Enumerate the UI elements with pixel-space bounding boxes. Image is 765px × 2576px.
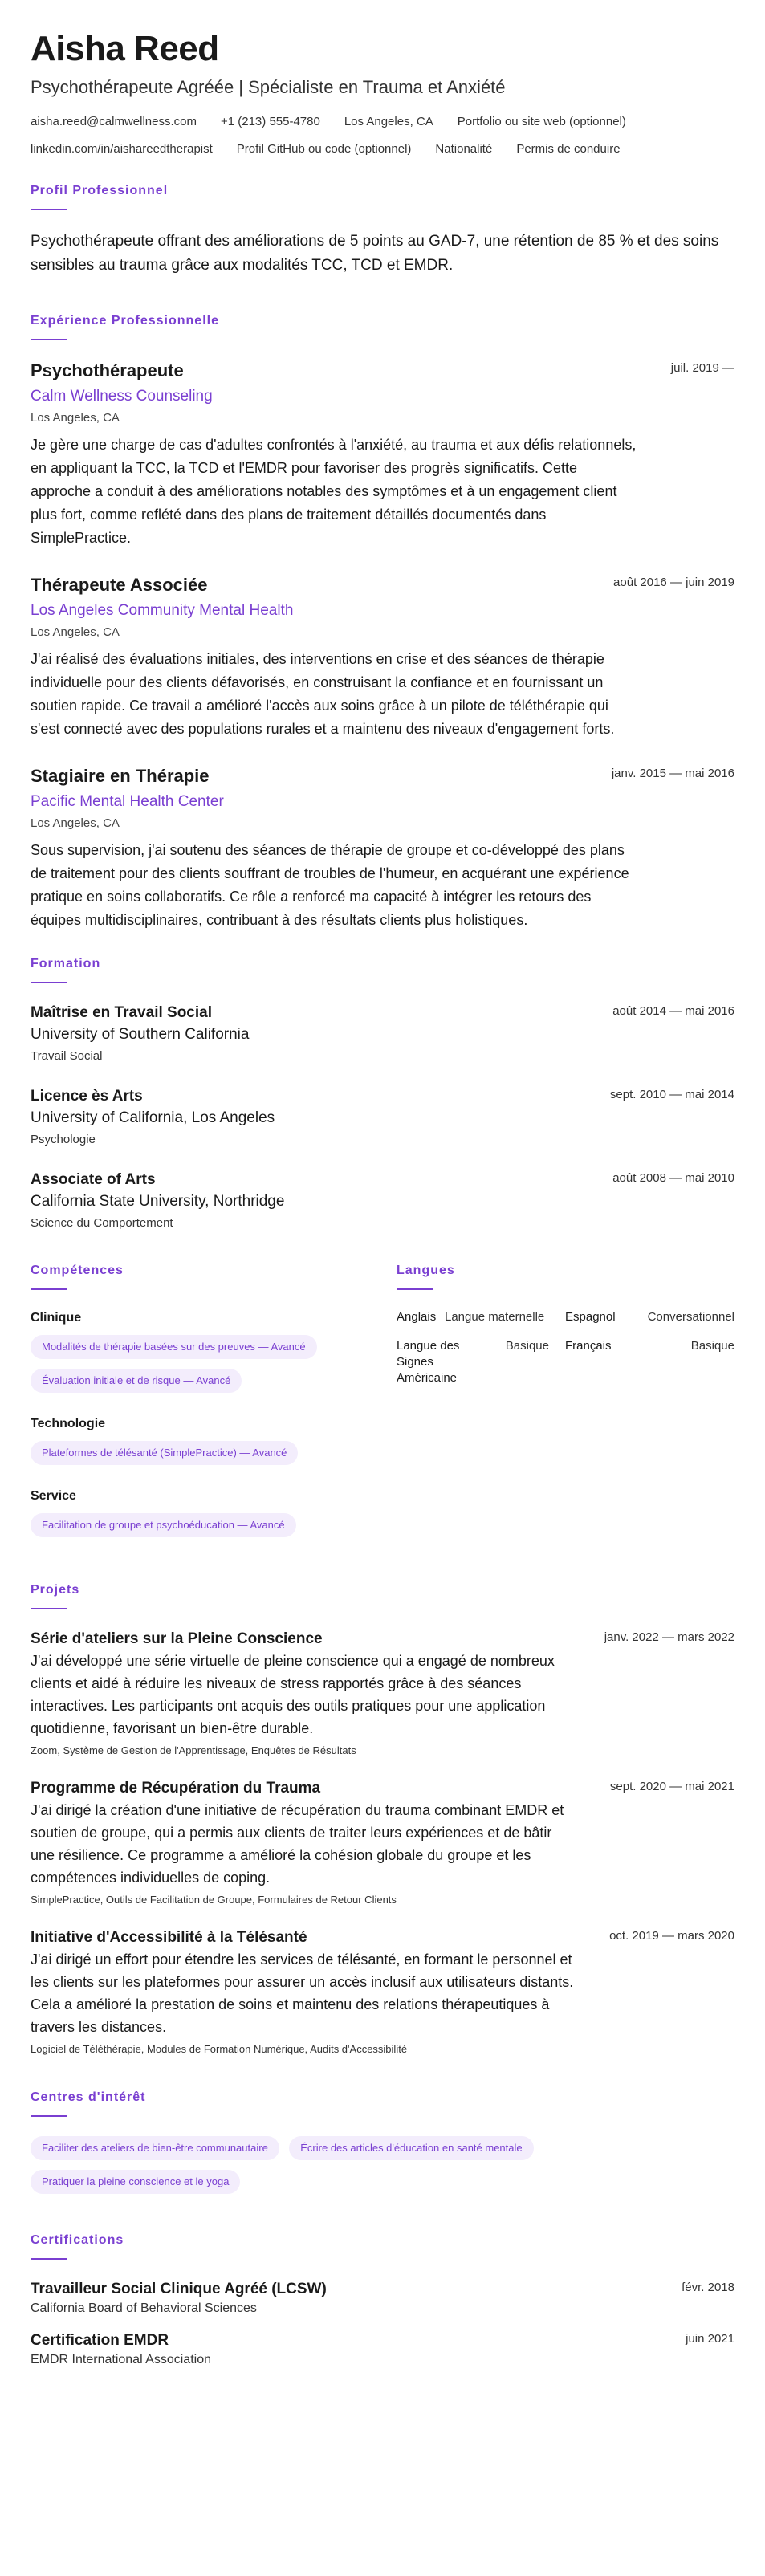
project-name: Initiative d'Accessibilité à la Télésanté bbox=[31, 1929, 307, 1946]
section-rule bbox=[397, 1288, 433, 1290]
education-entry bbox=[31, 1003, 734, 1065]
project-entry bbox=[31, 1927, 734, 2057]
interest-chip: Pratiquer la pleine conscience et le yoga bbox=[31, 2170, 240, 2194]
interest-chip: Faciliter des ateliers de bien-être communautaire bbox=[31, 2136, 279, 2160]
language-level: Basique bbox=[690, 1339, 734, 1353]
project-date: janv. 2022 — mars 2022 bbox=[604, 1630, 734, 1644]
experience-entry bbox=[31, 765, 734, 932]
certification-date: juin 2021 bbox=[686, 2332, 734, 2346]
contact-phone[interactable]: +1 (213) 555-4780 bbox=[220, 115, 320, 128]
interest-chip: Écrire des articles d'éducation en santé mentale bbox=[289, 2136, 533, 2160]
project-tools: Logiciel de Téléthérapie, Modules de Formation Numérique, Audits d'Accessibilité bbox=[31, 2043, 408, 2055]
language-name: Langue des Signes Américaine bbox=[397, 1339, 460, 1385]
language-name: Français bbox=[565, 1339, 612, 1353]
project-name: Série d'ateliers sur la Pleine Conscience bbox=[31, 1630, 323, 1647]
degree: Associate of Arts bbox=[31, 1171, 156, 1188]
employer: Pacific Mental Health Center bbox=[31, 793, 224, 810]
section-title-experience: Expérience Professionnelle bbox=[31, 314, 219, 328]
section-rule bbox=[31, 2258, 67, 2260]
languages-grid bbox=[397, 1309, 734, 1386]
section-title-education: Formation bbox=[31, 957, 101, 971]
employer: Calm Wellness Counseling bbox=[31, 388, 213, 405]
job-date: juil. 2019 — bbox=[670, 361, 734, 375]
section-rule bbox=[31, 2115, 67, 2117]
language-level: Langue maternelle bbox=[445, 1310, 545, 1324]
contact-row-1 bbox=[31, 114, 734, 130]
language-name: Anglais bbox=[397, 1310, 437, 1324]
certification-issuer: California Board of Behavioral Sciences bbox=[31, 2301, 257, 2315]
interest-chips bbox=[31, 2136, 734, 2204]
language-level: Basique bbox=[505, 1339, 549, 1353]
contact-email[interactable]: aisha.reed@calmwellness.com bbox=[31, 115, 197, 128]
section-title-languages: Langues bbox=[397, 1264, 455, 1277]
education-date: sept. 2010 — mai 2014 bbox=[609, 1088, 734, 1101]
profile-section bbox=[31, 183, 734, 278]
contact-linkedin[interactable]: linkedin.com/in/aishareedtherapist bbox=[31, 142, 213, 156]
certification-entry bbox=[31, 2330, 734, 2369]
project-description: J'ai développé une série virtuelle de pleine conscience qui a engagé de nombreux clients et aidé à réduire les niveaux de stress rapportés grâce à des séances interactives. Les participants ont acquis des outils pratiques pour une application quotidienne, favorisant un bien-être durable. bbox=[31, 1653, 555, 1736]
skills-languages-section bbox=[31, 1263, 734, 1560]
section-rule bbox=[31, 1288, 67, 1290]
language-level: Conversationnel bbox=[647, 1310, 734, 1324]
degree: Maîtrise en Travail Social bbox=[31, 1004, 212, 1021]
contact-license: Permis de conduire bbox=[516, 142, 621, 156]
section-rule bbox=[31, 1608, 67, 1609]
languages-column bbox=[397, 1263, 734, 1560]
contact-location: Los Angeles, CA bbox=[344, 115, 433, 128]
job-description: J'ai réalisé des évaluations initiales, des interventions en crise et des séances de thérapie individuelle pour des clients défavorisés, en construisant la confiance et en fournissant un soutien rapide. Ce travail a amélioré l'accès aux soins grâce à un pilote de téléthérapie qui s'est connecté avec des populations rurales et a maintenu des niveaux d'engagement forts. bbox=[31, 651, 615, 737]
project-name: Programme de Récupération du Trauma bbox=[31, 1780, 321, 1797]
project-description: J'ai dirigé un effort pour étendre les services de télésanté, en formant le personnel et les clients sur les plateformes pour assurer un accès inclusif aux utilisateurs distants. Cela a amélioré la prestation de soins et maintenu des relations thérapeutiques à travers les distances. bbox=[31, 1951, 574, 2035]
education-entry bbox=[31, 1170, 734, 1232]
skill-chip: Modalités de thérapie basées sur des preuves — Avancé bbox=[31, 1335, 317, 1359]
certification-entry bbox=[31, 2279, 734, 2318]
job-location: Los Angeles, CA bbox=[31, 625, 120, 639]
job-description: Sous supervision, j'ai soutenu des séances de thérapie de groupe et co-développé des plans de traitement pour des clients souffrant de troubles de l'humeur, en acquérant une expérience pratique en soins collaboratifs. Ce rôle a renforcé ma capacité à intégrer les retours des équipes multidisciplinaires, contribuant à des résultats clients plus holistiques. bbox=[31, 842, 629, 928]
school: California State University, Northridge bbox=[31, 1193, 285, 1210]
language-item bbox=[397, 1309, 565, 1325]
contact-portfolio[interactable]: Portfolio ou site web (optionnel) bbox=[457, 115, 626, 128]
contact-github[interactable]: Profil GitHub ou code (optionnel) bbox=[236, 142, 412, 156]
job-title: Stagiaire en Thérapie bbox=[31, 766, 210, 786]
project-date: sept. 2020 — mai 2021 bbox=[609, 1780, 734, 1793]
field-of-study: Travail Social bbox=[31, 1049, 103, 1063]
section-title-profile: Profil Professionnel bbox=[31, 184, 169, 197]
field-of-study: Science du Comportement bbox=[31, 1216, 173, 1230]
section-title-certifications: Certifications bbox=[31, 2233, 124, 2247]
education-entry bbox=[31, 1086, 734, 1149]
project-tools: Zoom, Système de Gestion de l'Apprentissage, Enquêtes de Résultats bbox=[31, 1744, 356, 1756]
skill-group bbox=[31, 1487, 397, 1547]
education-section bbox=[31, 956, 734, 1232]
skill-chip: Évaluation initiale et de risque — Avancé bbox=[31, 1369, 242, 1393]
field-of-study: Psychologie bbox=[31, 1133, 96, 1146]
job-date: août 2016 — juin 2019 bbox=[613, 576, 734, 589]
skills-column bbox=[31, 1263, 397, 1560]
projects-section bbox=[31, 1582, 734, 2057]
candidate-name: Aisha Reed bbox=[31, 29, 219, 68]
experience-entry bbox=[31, 360, 734, 550]
skill-chip: Facilitation de groupe et psychoéducation — Avancé bbox=[31, 1513, 296, 1537]
school: University of California, Los Angeles bbox=[31, 1109, 275, 1126]
contact-block bbox=[31, 114, 734, 157]
school: University of Southern California bbox=[31, 1026, 250, 1043]
language-item bbox=[397, 1338, 565, 1386]
certification-name: Certification EMDR bbox=[31, 2332, 169, 2349]
skill-group bbox=[31, 1415, 397, 1475]
job-location: Los Angeles, CA bbox=[31, 816, 120, 830]
contact-row-2 bbox=[31, 141, 734, 157]
language-item bbox=[565, 1309, 734, 1325]
language-item bbox=[565, 1338, 734, 1386]
section-title-interests: Centres d'intérêt bbox=[31, 2090, 146, 2104]
skill-group-title: Technologie bbox=[31, 1417, 106, 1430]
certification-name: Travailleur Social Clinique Agréé (LCSW) bbox=[31, 2281, 327, 2297]
skill-group-title: Service bbox=[31, 1489, 76, 1503]
job-title: Psychothérapeute bbox=[31, 360, 184, 380]
certification-issuer: EMDR International Association bbox=[31, 2353, 211, 2366]
profile-summary: Psychothérapeute offrant des améliorations de 5 points au GAD-7, une rétention de 85 % et des soins sensibles au trauma grâce aux modalités TCC, TCD et EMDR. bbox=[31, 233, 719, 274]
headline: Psychothérapeute Agréée | Spécialiste en Trauma et Anxiété bbox=[31, 77, 506, 97]
section-rule bbox=[31, 339, 67, 340]
certification-date: févr. 2018 bbox=[682, 2281, 734, 2294]
experience-entry bbox=[31, 574, 734, 741]
section-rule bbox=[31, 209, 67, 210]
degree: Licence ès Arts bbox=[31, 1088, 143, 1105]
job-description: Je gère une charge de cas d'adultes confrontés à l'anxiété, au trauma et aux défis relationnels, en appliquant la TCC, la TCD et l'EMDR pour favoriser des progrès significatifs. Cette approche a conduit à des améliorations notables des symptômes et à un engagement client plus fort, comme reflété dans des plans de traitement détaillés documentés dans SimplePractice. bbox=[31, 437, 637, 546]
language-name: Espagnol bbox=[565, 1310, 616, 1324]
contact-nationality: Nationalité bbox=[435, 142, 493, 156]
skill-chip: Plateformes de télésanté (SimplePractice) — Avancé bbox=[31, 1441, 298, 1465]
job-date: janv. 2015 — mai 2016 bbox=[611, 767, 734, 780]
interests-section bbox=[31, 2090, 734, 2204]
experience-section bbox=[31, 313, 734, 932]
skill-group-title: Clinique bbox=[31, 1311, 82, 1325]
section-rule bbox=[31, 982, 67, 983]
education-date: août 2008 — mai 2010 bbox=[612, 1171, 734, 1185]
job-title: Thérapeute Associée bbox=[31, 575, 208, 595]
project-entry bbox=[31, 1629, 734, 1759]
section-title-projects: Projets bbox=[31, 1583, 80, 1597]
education-date: août 2014 — mai 2016 bbox=[612, 1004, 734, 1018]
project-tools: SimplePractice, Outils de Facilitation de Groupe, Formulaires de Retour Clients bbox=[31, 1894, 397, 1906]
certifications-section bbox=[31, 2232, 734, 2369]
project-entry bbox=[31, 1778, 734, 1908]
section-title-skills: Compétences bbox=[31, 1264, 124, 1277]
project-date: oct. 2019 — mars 2020 bbox=[609, 1929, 734, 1943]
skill-group bbox=[31, 1309, 397, 1402]
project-description: J'ai dirigé la création d'une initiative de récupération du trauma combinant EMDR et soutien de groupe, qui a permis aux clients de traiter leurs expériences et de bâtir une résilience. Ce programme a amélioré la cohésion globale du groupe et les compétences individuelles de coping. bbox=[31, 1802, 564, 1886]
job-location: Los Angeles, CA bbox=[31, 411, 120, 425]
employer: Los Angeles Community Mental Health bbox=[31, 602, 294, 619]
